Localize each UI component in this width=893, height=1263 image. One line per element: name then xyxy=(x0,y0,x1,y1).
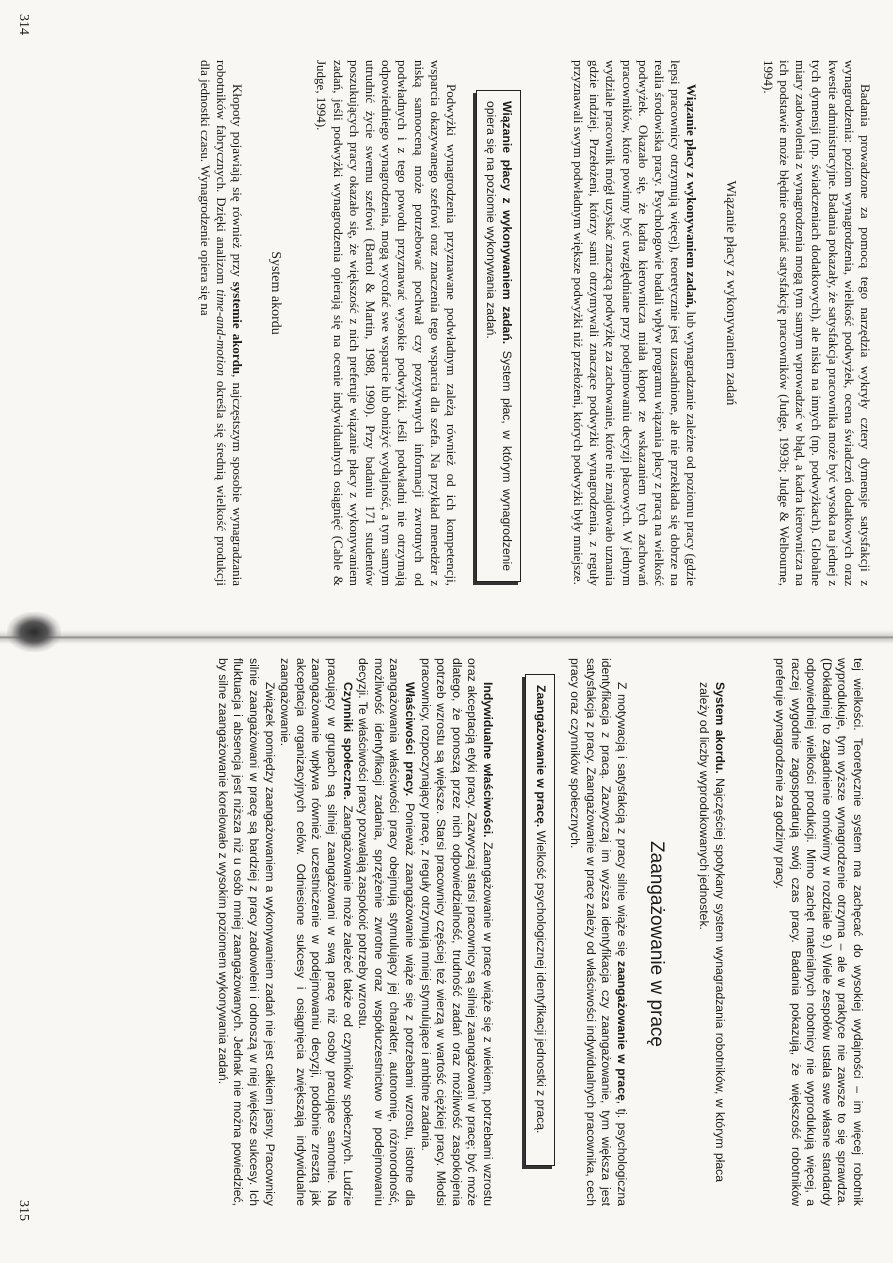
body-text: Z motywacją i satysfakcją z pracy silnie wiąże się xyxy=(615,682,629,962)
term-bold: Wiązanie płacy z wykonywaniem zadań, xyxy=(684,84,700,308)
individual-traits-paragraph xyxy=(417,658,495,1206)
definition-text: Wielkość psychologicznej identyfikacji jednostki z pracą. xyxy=(534,827,548,1134)
body-text: Kłopoty pojawiają się również przy xyxy=(229,84,245,282)
chapter-title: Zaangażowanie w pracę xyxy=(646,841,667,1047)
section-title-pay-for-performance: Wiązanie płacy z wykonywaniem zadań xyxy=(722,180,738,406)
definition-text: Najczęściej spotykany system wynagradzania robotników, w którym płaca zależy od liczby wyprodukowanych jednostek. xyxy=(697,682,727,1183)
page-315 xyxy=(0,644,893,1263)
pay-performance-paragraph xyxy=(570,60,700,586)
gutter xyxy=(0,630,893,644)
term-bold: Indywidualne właściwości. xyxy=(481,682,495,838)
body-text: , najczęstszym sposobie wynagradzania robotników fabrycznych. Dzięki analizom xyxy=(213,60,245,587)
body-text: Zaangażowanie w pracę wiąże się z wiekiem, potrzebami wzrostu oraz akceptacją etyki pracy. Zazwyczaj starsi pracownicy są silniej zaangażowani w pracę; być może dlatego, że ponoszą przez nich odpowiedzialność, trudność zadań oraz możliwość zaspokojenia potrzeb wzrostu są większe. Starsi pracownicy częściej też wierzą w wartość ciężkiej pracy. Młodsi pracownicy, rozpoczynający pracę, z reguły otrzymują mniej stymulujące i ambitne zadania. xyxy=(418,658,495,1206)
right-column xyxy=(771,658,865,1206)
term-bold: systemie akordu xyxy=(229,281,245,375)
body-text: określa się średnią wielkość produkcji dla jednostki czasu. Wynagrodzenie opiera się na xyxy=(197,60,229,586)
definition-box-piece-rate xyxy=(690,658,733,1192)
definition-term: Wiązanie płacy z wykonywaniem zadań. xyxy=(500,101,514,345)
section-title-piece-rate: System akordu xyxy=(268,251,284,335)
term-italic: time-and-motion xyxy=(213,289,229,376)
definition-box-job-involvement xyxy=(525,674,555,1166)
intro-paragraph: Badania prowadzone za pomocą tego narzędzia wykryły cztery dymensje satysfakcji z wynagrodzenia: poziom wynagrodzenia, wielkość podwyżek, ocena świadczeń dodatkowych oraz kwestie administracyjne. Badania pokazały, że satysfakcja pracownika może być wysoka na jednej z tych dymensji (np. świadczeniach dodatkowych), ale niska na innych (np. podwyżkach). Globalne miary zadowolenia z wynagrodzenia mogą tym samym wprowadzać w błąd, a kadra kierownicza na ich podstawie może błędnie oceniać satysfakcję pracowników (Judge, 1993b; Judge & Welbourne, 1994). xyxy=(760,60,873,586)
definition-text: System płac, w którym wynagrodzenie opiera się na poziomie wykonywania zadań. xyxy=(484,101,514,571)
left-column xyxy=(570,60,873,586)
social-factors-paragraph xyxy=(277,658,355,1206)
page-number: 314 xyxy=(16,14,31,35)
term-bold: zaangażowanie w pracę xyxy=(615,961,629,1101)
body-text: , tj. psychologiczna identyfikacja z pracą. Zazwyczaj im wyższa identyfikacja czy zaangażowanie, tym większa jest satysfakcja z pracy. Zaangażowanie w pracę zależy od właściwości indywidualnych pracownika, cech pracy oraz czynników społecznych. xyxy=(568,658,629,1206)
page-number: 315 xyxy=(16,1200,31,1221)
left-column-continued xyxy=(196,60,459,586)
involvement-performance-paragraph: Związek pomiędzy zaangażowaniem a wykonywaniem zadań nie jest całkiem jasny. Pracownicy silnie zaangażowani w pracę są bardziej z pracy zadowoleni i odnoszą w niej większe sukcesy. Ich fluktuacja i absencja jest niższa niż u osób mniej zaangażowanych. Jednak nie można powiedzieć, by silne zaangażowanie korelowało z wysokim poziomem wykonywania zadań. xyxy=(215,658,277,1206)
term-bold: Właściwości pracy. xyxy=(403,682,418,797)
term-bold: Czynniki społeczne. xyxy=(340,682,355,800)
intro-paragraph: tej wielkości. Teoretycznie system ma zachęcać do wysokiej wydajności – im więcej robotnik wyprodukuje, tym wyższe wynagrodzenie otrzyma – ale w praktyce nie zawsze to się sprawdza. (Dokładniej to zagadnienie omówimy w rozdziale 9.) Wiele zespołów ustala swe własne standardy odpowiedniej wielkości produkcji. Mimo zachęt materialnych robotnicy nie wyprodukują więcej, a raczej wygodnie zagospodarują swój czas pracy. Badania pokazują, że większość robotników preferuje wynagrodzenie za godziny pracy. xyxy=(773,658,865,1206)
body-text: Ponieważ zaangażowanie wiąże się z potrzebami wzrostu, istotne dla zaangażowania właściwości pracy obejmują stymulujący jej charakter, autonomię, różnorodność, możliwość identyfikacji zadania, sprzężenie zwrotne oraz współuczestnictwo w podejmowaniu decyzji. Te właściwości pracy pozwalają zaspokoić potrzeby wzrostu. xyxy=(356,658,418,1206)
definition-term: System akordu. xyxy=(713,682,727,774)
job-involvement-paragraph xyxy=(567,658,629,1206)
raises-paragraph: Podwyżki wynagrodzenia przyznawane podwładnym zależą również od ich kompetencji, wsparcia okazywanego szefowi oraz znaczenia tego wsparcia dla szefa. Na przykład menedżer z niską samooceną może potrzebować pochwał czy pozytywnych informacji zwrotnych od podwładnych i z tego powodu przyznawać wysokie podwyżki. Jeśli podwładni nie otrzymają odpowiedniego wynagrodzenia, mogą wycofać swe wsparcie lub obniżyć wydajność, a tym samym utrudnić życie swemu szefowi (Bartol & Martin, 1988, 1990). Przy badaniu 171 studentów poszukujących pracy okazało się, że większość z nich preferuje wiązanie płacy z wykonywaniem zadań, jeśli podwyżki wynagrodzenia opierają się na ocenie indywidualnych osiągnięć (Cable & Judge, 1994). xyxy=(314,60,459,586)
body-text: Zaangażowanie może zależeć także od czynników społecznych. Ludzie pracujący w grupach są silniej zaangażowani w swą pracę niż osoby pracujące samotnie. Na zaangażowanie wpływa również uczestniczenie w podejmowaniu decyzji, podobnie zresztą jak akceptacja organizacyjnych celów. Odniesione sukcesy i osiągnięcia zwiększają indywidualne zaangażowanie. xyxy=(278,658,355,1206)
body-text: lub wynagradzanie zależne od poziomu pracy (gdzie lepsi pracownicy otrzymują więcej), teoretycznie jest uzasadnione, ale nie przekłada się dobrze na realia środowiska pracy. Psychologowie badali wpływ programu wiązania płacy z pracą na wielkość podwyżek. Okazało się, że kadra kierownicza miała kłopot ze wskazaniem tych zachowań pracowników, które powinny być uwzględniane przy podejmowaniu decyzji płacowych. W jednym wydziale pracownik mógł uzyskać znaczącą podwyżkę za zachowanie, które nie znajdowało uznania gdzie indziej. Przełożeni, którzy sami otrzymywali znaczące podwyżki wynagrodzenia, z reguły przyznawali swym podwładnym większe podwyżki niż przełożeni, których podwyżki były mniejsze. xyxy=(570,60,700,586)
page-314 xyxy=(0,0,893,630)
right-column-body xyxy=(567,658,629,1206)
piece-rate-paragraph xyxy=(196,60,245,586)
job-traits-paragraph xyxy=(355,658,417,1206)
definition-term: Zaangażowanie w pracę. xyxy=(534,685,548,828)
definition-box-pay-performance xyxy=(476,90,521,582)
right-column-continued xyxy=(214,658,495,1206)
